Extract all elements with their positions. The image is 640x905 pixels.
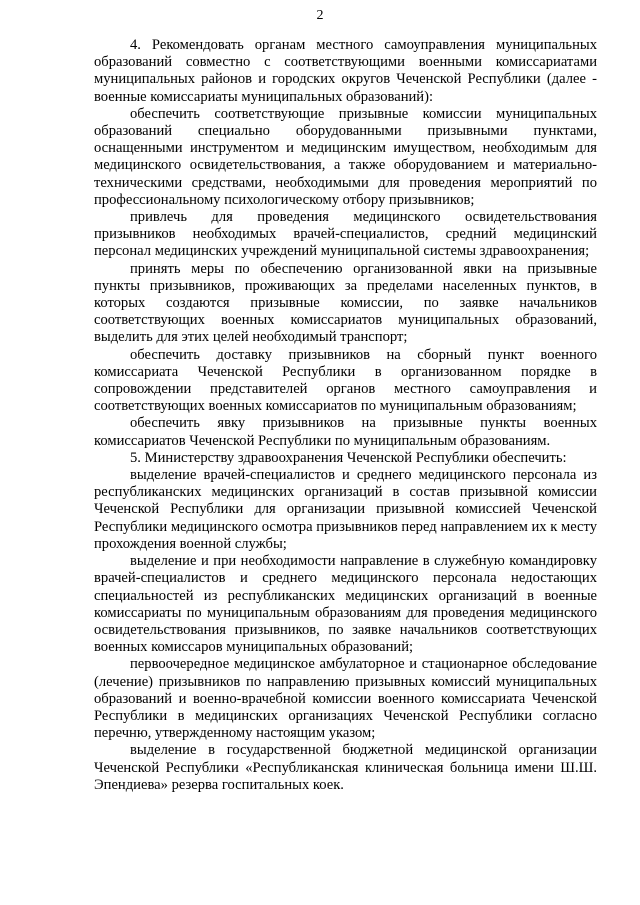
paragraph-subitem: принять меры по обеспечению организованной явки на призывные пункты призывников, проживающих за пределами населенных пунктов, в которых создаются призывные комиссии, по заявке начальников соответствующих военных комиссариатов муниципальных образований, выделить для этих целей необходимый транспорт; <box>94 260 597 346</box>
paragraph-subitem: привлечь для проведения медицинского освидетельствования призывников необходимых врачей-специалистов, средний медицинский персонал медицинских учреждений муниципальной системы здравоохранения; <box>94 209 597 260</box>
paragraph-item-5: 5. Министерству здравоохранения Чеченской Республики обеспечить: <box>130 449 567 466</box>
paragraph-subitem: обеспечить соответствующие призывные комиссии муниципальных образований специально оборудованными призывными пунктами, оснащенными инструментом и медицинским имуществом, необходимым для медицинского освидетельствования, а также оборудованием и материально-техническими средствами, необходимыми для проведения мероприятий по профессиональному психологическому отбору призывников; <box>94 105 597 208</box>
document-body <box>94 37 597 794</box>
paragraph-subitem: выделение врачей-специалистов и среднего медицинского персонала из республиканских медицинских организаций в состав призывной комиссии Чеченской Республики для организации призывной комиссией Чеченской Республики медицинского осмотра призывников перед направлением их к месту прохождения военной службы; <box>94 467 597 552</box>
paragraph-subitem: выделение и при необходимости направление в служебную командировку врачей-специалистов и среднего медицинского персонала недостающих специальностей из республиканских медицинских организаций в военные комиссариаты по муниципальным образованиям для проведения медицинского освидетельствования призывников, по заявке начальников соответствующих военных комиссаров муниципальных образований; <box>94 553 597 656</box>
paragraph-subitem: обеспечить доставку призывников на сборный пункт военного комиссариата Чеченской Республики в организованном порядке в сопровождении представителей органов местного самоуправления и соответствующих военных комиссариатов по муниципальным образованиям; <box>94 346 597 415</box>
paragraph-subitem: первоочередное медицинское амбулаторное и стационарное обследование (лечение) призывников по направлению призывных комиссий муниципальных образований и военно-врачебной комиссии военного комиссариата Чеченской Республики в медицинских организациях Чеченской Республики согласно перечню, утвержденному настоящим указом; <box>94 656 597 742</box>
paragraph-subitem: обеспечить явку призывников на призывные пункты военных комиссариатов Чеченской Республики по муниципальным образованиям. <box>94 415 597 449</box>
page-number: 2 <box>316 8 324 23</box>
paragraph-item-4: 4. Рекомендовать органам местного самоуправления муниципальных образований совместно с соответствующими военными комиссариатами муниципальных районов и городских округов Чеченской Республики (далее - военные комиссариаты муниципальных образований): <box>94 37 597 105</box>
paragraph-subitem: выделение в государственной бюджетной медицинской организации Чеченской Республики «Республиканская клиническая больница имени Ш.Ш. Эпендиева» резерва госпитальных коек. <box>94 742 597 793</box>
